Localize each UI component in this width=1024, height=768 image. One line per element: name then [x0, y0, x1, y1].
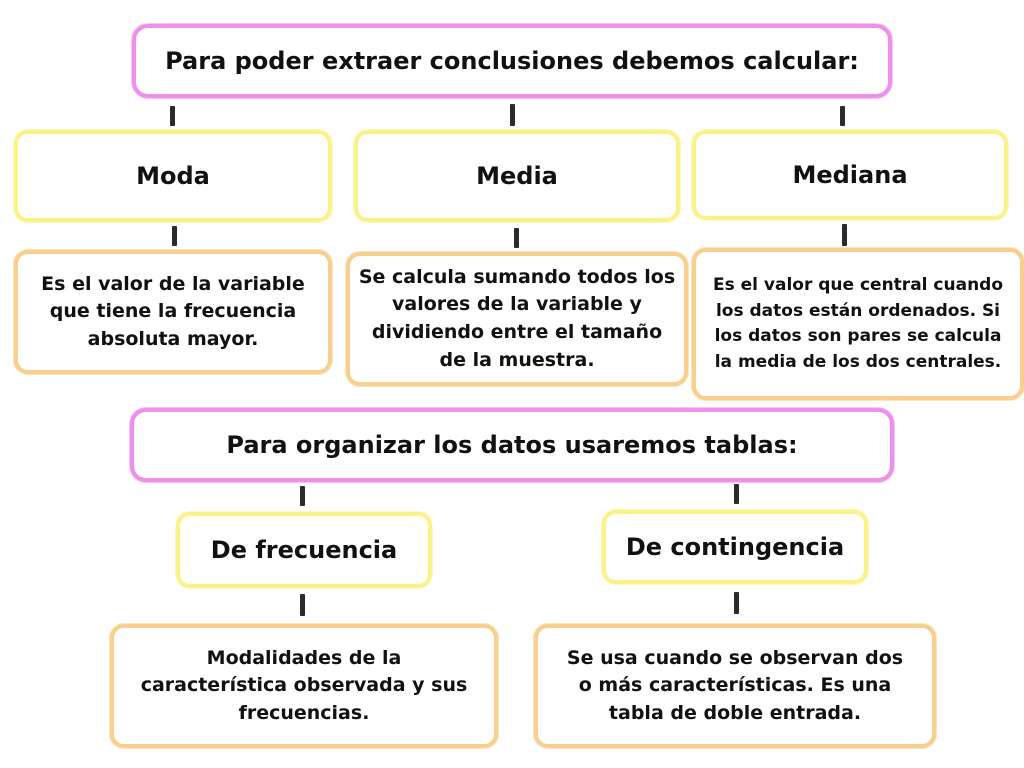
description-media [346, 252, 688, 386]
connector [514, 228, 519, 248]
connector [734, 484, 739, 504]
description-contingencia [534, 624, 936, 748]
description-text: Modalidades de la característica observada y sus frecuencias. [140, 646, 468, 724]
description-mediana [692, 248, 1024, 400]
calc-heading: Para poder extraer conclusiones debemos calcular: [165, 46, 859, 75]
connector [300, 486, 305, 506]
concept-title: De contingencia [625, 532, 845, 561]
connector [170, 106, 175, 126]
tables-heading-box [130, 408, 894, 482]
concept-contingencia [602, 510, 868, 584]
concept-media [354, 130, 680, 222]
concept-moda [14, 130, 332, 222]
concept-mediana [692, 130, 1008, 220]
connector [300, 594, 305, 616]
description-frecuencia [110, 624, 498, 748]
connector [510, 104, 515, 126]
concept-title: Mediana [792, 160, 908, 189]
description-text: Es el valor de la variable que tiene la frecuencia absoluta mayor. [41, 272, 305, 350]
description-moda [14, 250, 332, 374]
tables-heading: Para organizar los datos usaremos tablas: [226, 430, 798, 459]
connector [842, 224, 847, 246]
description-text: Se calcula sumando todos los valores de la variable y dividiendo entre el tamaño de la muestra. [358, 265, 676, 371]
connector [840, 106, 845, 126]
connector [172, 226, 177, 246]
concept-title: Media [476, 161, 558, 190]
description-text: Se usa cuando se observan dos o más características. Es una tabla de doble entrada. [566, 646, 904, 724]
calc-heading-box [132, 24, 892, 98]
connector [734, 592, 739, 614]
description-text: Es el valor que central cuando los datos están ordenados. Si los datos son pares se calcula la media de los dos centrales. [712, 275, 1004, 372]
concept-title: Moda [136, 161, 210, 190]
concept-title: De frecuencia [210, 535, 398, 564]
concept-frecuencia [176, 512, 432, 588]
